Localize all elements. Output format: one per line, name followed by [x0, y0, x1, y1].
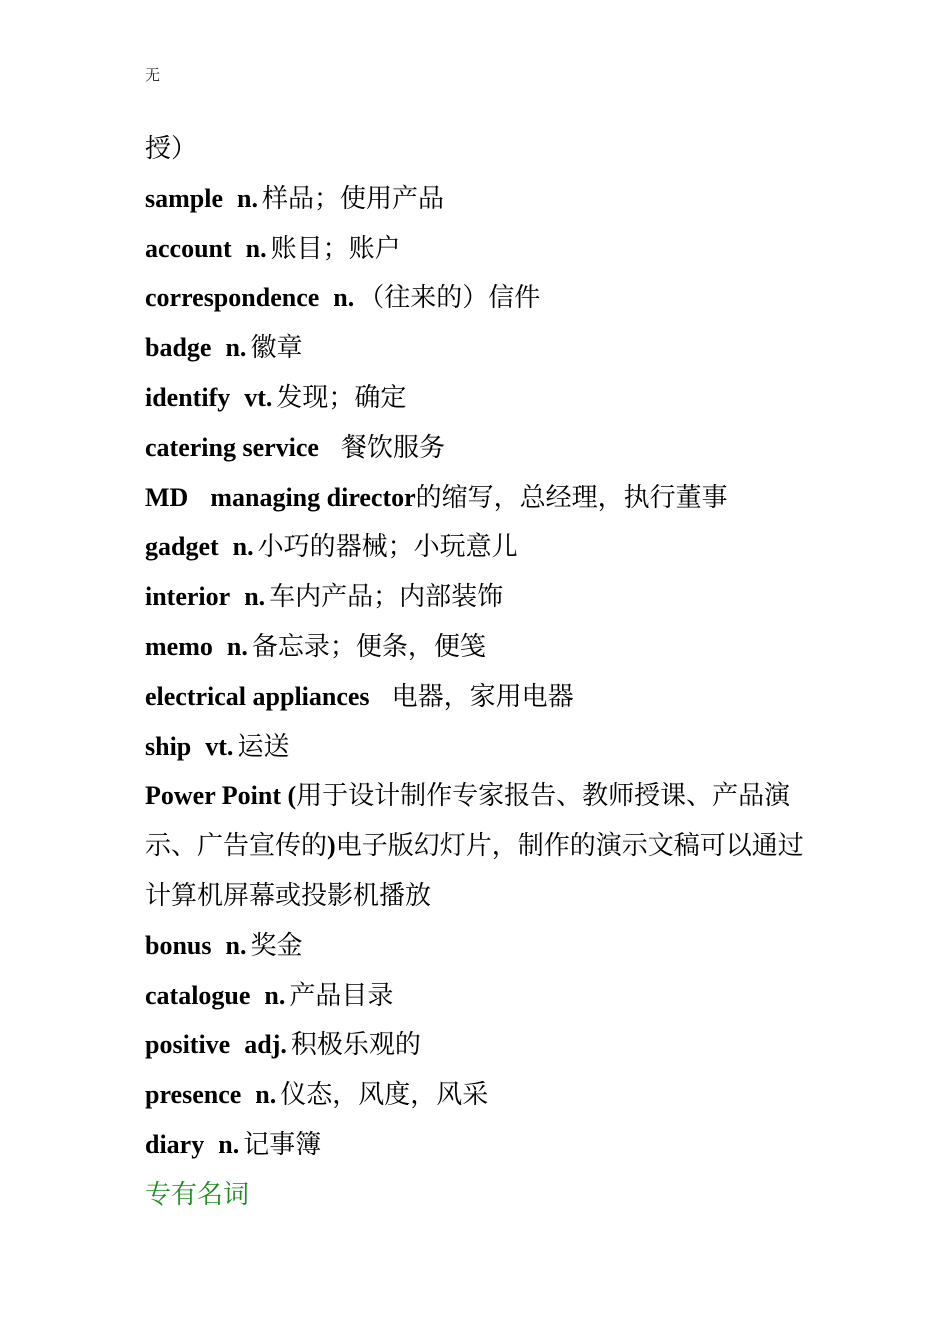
entry-term: gadget — [145, 532, 219, 562]
entry-pos: vt. — [244, 382, 273, 412]
vocab-entry — [145, 373, 825, 423]
entry-definition: 电器，家用电器 — [391, 681, 574, 711]
vocab-entry — [145, 672, 825, 722]
vocab-entry — [145, 622, 825, 672]
entry-term: MD — [145, 482, 189, 512]
entry-term: electrical appliances — [145, 681, 370, 711]
vocab-entry — [145, 722, 825, 772]
entry-term: memo — [145, 631, 213, 661]
vocab-entry — [145, 423, 825, 473]
entry-term: Power Point ( — [145, 781, 297, 811]
entry-term: presence — [145, 1080, 242, 1110]
header-note: 无 — [145, 68, 161, 84]
entry-term: interior — [145, 582, 231, 612]
entry-pos: n. — [225, 333, 247, 363]
entry-term: ship — [145, 731, 192, 761]
entry-definition: 车内产品；内部装饰 — [269, 582, 504, 612]
entry-pos: vt. — [205, 731, 234, 761]
vocab-entry — [145, 174, 825, 224]
entry-definition: 奖金 — [250, 930, 303, 960]
vocab-entry — [145, 921, 825, 971]
entry-pos: n. — [226, 631, 248, 661]
entry-definition: 账目；账户 — [270, 233, 401, 263]
entry-term: sample — [145, 183, 223, 213]
entry-definition: 记事簿 — [243, 1129, 322, 1159]
entry-pos: n. — [333, 283, 355, 313]
continued-fragment: 授） — [145, 134, 198, 163]
entry-pos: n. — [237, 183, 258, 213]
entry-pos: adj. — [244, 1030, 287, 1060]
entry-pos: n. — [255, 1080, 277, 1110]
entry-definition: 仪态，风度，风采 — [280, 1080, 489, 1110]
section-heading: 专有名词 — [145, 1179, 250, 1209]
vocab-entry — [145, 572, 825, 622]
entry-definition: 运送 — [237, 731, 290, 761]
entry-term: bonus — [145, 930, 212, 960]
entry-term: catering service — [145, 432, 319, 462]
vocab-entry — [145, 1020, 825, 1070]
entry-definition: 小巧的器械；小玩意儿 — [257, 532, 518, 562]
entry-definition: 餐饮服务 — [340, 432, 445, 462]
entry-term: account — [145, 233, 232, 263]
entry-definition: 样品；使用产品 — [261, 183, 444, 213]
entry-definition: 发现；确定 — [276, 382, 407, 412]
vocabulary-list — [145, 124, 825, 1220]
entry-term: badge — [145, 333, 212, 363]
entry-definition: （往来的）信件 — [358, 283, 541, 313]
entry-expansion: managing director — [210, 482, 416, 512]
entry-term: correspondence — [145, 283, 320, 313]
entry-pos: n. — [218, 1129, 240, 1159]
entry-term: positive — [145, 1030, 231, 1060]
entry-definition: 电子版幻灯片，制作的演示文稿可以通过计算机屏幕或投影机播放 — [145, 831, 804, 910]
entry-definition: 备忘录；便条，便笺 — [251, 631, 486, 661]
entry-definition: 徽章 — [250, 333, 303, 363]
vocab-entry — [145, 1120, 825, 1170]
entry-pos: n. — [264, 980, 286, 1010]
entry-pos: n. — [232, 532, 254, 562]
entry-term: catalogue — [145, 980, 251, 1010]
vocab-entry — [145, 1070, 825, 1120]
vocab-entry — [145, 522, 825, 572]
entry-definition: 积极乐观的 — [290, 1030, 421, 1060]
vocab-entry — [145, 273, 825, 323]
vocab-entry — [145, 971, 825, 1021]
vocab-entry-powerpoint — [145, 771, 825, 920]
vocab-entry — [145, 323, 825, 373]
entry-definition: 用于设计制作专家报告、教师授课、产品演示、广告宣传的 — [145, 781, 791, 861]
entry-term: diary — [145, 1129, 205, 1159]
entry-pos: n. — [245, 233, 267, 263]
vocab-entry — [145, 224, 825, 274]
entry-paren: ) — [327, 831, 336, 861]
entry-term: identify — [145, 382, 231, 412]
entry-definition: 的缩写，总经理，执行董事 — [415, 482, 728, 512]
entry-pos: n. — [244, 582, 266, 612]
entry-pos: n. — [225, 930, 247, 960]
vocab-entry — [145, 473, 825, 523]
entry-definition: 产品目录 — [289, 980, 394, 1010]
